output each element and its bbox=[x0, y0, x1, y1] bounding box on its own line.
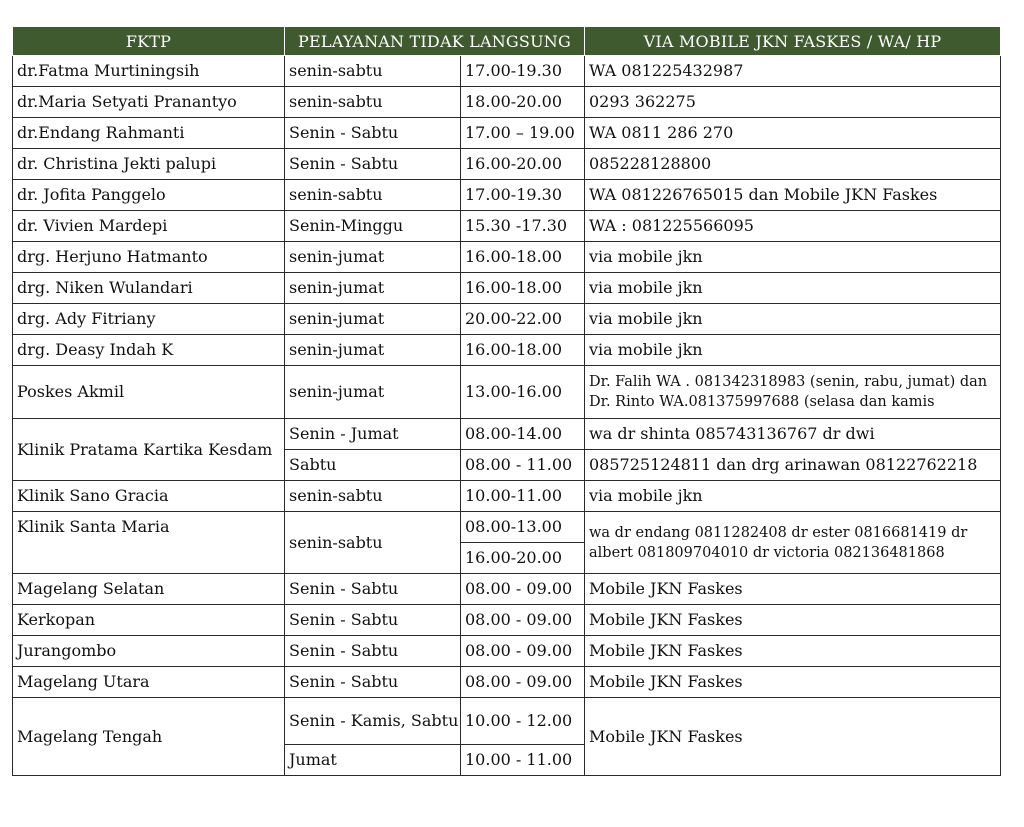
fktp-cell: dr. Jofita Panggelo bbox=[13, 180, 285, 211]
day-cell: Senin - Sabtu bbox=[285, 118, 461, 149]
table-row-santa-1 bbox=[13, 512, 1001, 543]
table-row bbox=[13, 605, 1001, 636]
fktp-cell: Klinik Sano Gracia bbox=[13, 481, 285, 512]
table-row bbox=[13, 149, 1001, 180]
day-cell: Senin - Sabtu bbox=[285, 605, 461, 636]
day-cell: Senin - Sabtu bbox=[285, 636, 461, 667]
day-cell: senin-jumat bbox=[285, 335, 461, 366]
fktp-cell: Klinik Santa Maria bbox=[13, 512, 285, 574]
day-cell: Sabtu bbox=[285, 450, 461, 481]
fktp-cell: Jurangombo bbox=[13, 636, 285, 667]
day-cell: senin-sabtu bbox=[285, 87, 461, 118]
table-row-tengah-1 bbox=[13, 698, 1001, 745]
table-row-poskes bbox=[13, 366, 1001, 419]
table-row bbox=[13, 574, 1001, 605]
contact-cell: Mobile JKN Faskes bbox=[585, 667, 1001, 698]
time-cell: 17.00-19.30 bbox=[461, 56, 585, 87]
time-cell: 16.00-18.00 bbox=[461, 335, 585, 366]
fktp-cell: Kerkopan bbox=[13, 605, 285, 636]
day-cell: Senin - Sabtu bbox=[285, 667, 461, 698]
time-cell: 08.00-14.00 bbox=[461, 419, 585, 450]
fktp-cell: dr.Fatma Murtiningsih bbox=[13, 56, 285, 87]
table-row bbox=[13, 636, 1001, 667]
time-cell: 08.00 - 09.00 bbox=[461, 605, 585, 636]
time-cell: 16.00-18.00 bbox=[461, 273, 585, 304]
day-cell: Senin - Sabtu bbox=[285, 149, 461, 180]
time-cell: 15.30 -17.30 bbox=[461, 211, 585, 242]
fktp-cell: dr. Christina Jekti palupi bbox=[13, 149, 285, 180]
contact-cell: via mobile jkn bbox=[585, 335, 1001, 366]
header-pelayanan: PELAYANAN TIDAK LANGSUNG bbox=[285, 27, 585, 56]
day-cell: senin-jumat bbox=[285, 366, 461, 419]
time-cell: 18.00-20.00 bbox=[461, 87, 585, 118]
header-fktp: FKTP bbox=[13, 27, 285, 56]
table-row bbox=[13, 87, 1001, 118]
contact-cell: Dr. Falih WA . 081342318983 (senin, rabu, jumat) dan Dr. Rinto WA.081375997688 (selasa dan kamis bbox=[585, 366, 1001, 419]
time-cell: 17.00 – 19.00 bbox=[461, 118, 585, 149]
time-cell: 08.00 - 09.00 bbox=[461, 574, 585, 605]
contact-cell: WA 081226765015 dan Mobile JKN Faskes bbox=[585, 180, 1001, 211]
contact-cell: 0293 362275 bbox=[585, 87, 1001, 118]
day-cell: Senin-Minggu bbox=[285, 211, 461, 242]
day-cell: senin-sabtu bbox=[285, 56, 461, 87]
day-cell: senin-sabtu bbox=[285, 180, 461, 211]
fktp-cell: dr.Endang Rahmanti bbox=[13, 118, 285, 149]
day-cell: senin-jumat bbox=[285, 242, 461, 273]
contact-cell: WA 081225432987 bbox=[585, 56, 1001, 87]
contact-cell: via mobile jkn bbox=[585, 481, 1001, 512]
table-row bbox=[13, 667, 1001, 698]
fktp-cell: Magelang Utara bbox=[13, 667, 285, 698]
contact-cell: Mobile JKN Faskes bbox=[585, 698, 1001, 776]
fktp-cell: Klinik Pratama Kartika Kesdam bbox=[13, 419, 285, 481]
day-cell: Senin - Sabtu bbox=[285, 574, 461, 605]
day-cell: senin-sabtu bbox=[285, 481, 461, 512]
fktp-cell: drg. Ady Fitriany bbox=[13, 304, 285, 335]
table-row-kartika-1 bbox=[13, 419, 1001, 450]
table-row bbox=[13, 118, 1001, 149]
contact-cell: Mobile JKN Faskes bbox=[585, 574, 1001, 605]
table-row bbox=[13, 211, 1001, 242]
schedule-table bbox=[12, 26, 1001, 776]
table-row bbox=[13, 273, 1001, 304]
time-cell: 08.00 - 11.00 bbox=[461, 450, 585, 481]
table-row bbox=[13, 180, 1001, 211]
time-cell: 16.00-18.00 bbox=[461, 242, 585, 273]
time-cell: 20.00-22.00 bbox=[461, 304, 585, 335]
contact-cell: 085725124811 dan drg arinawan 08122762218 bbox=[585, 450, 1001, 481]
contact-cell: WA 0811 286 270 bbox=[585, 118, 1001, 149]
time-cell: 08.00-13.00 bbox=[461, 512, 585, 543]
day-cell: senin-sabtu bbox=[285, 512, 461, 574]
table-row bbox=[13, 242, 1001, 273]
header-row bbox=[13, 27, 1001, 56]
day-cell: senin-jumat bbox=[285, 304, 461, 335]
time-cell: 10.00-11.00 bbox=[461, 481, 585, 512]
time-cell: 17.00-19.30 bbox=[461, 180, 585, 211]
fktp-cell: dr.Maria Setyati Pranantyo bbox=[13, 87, 285, 118]
table-row bbox=[13, 335, 1001, 366]
contact-cell: Mobile JKN Faskes bbox=[585, 605, 1001, 636]
table-row bbox=[13, 304, 1001, 335]
header-contact: VIA MOBILE JKN FASKES / WA/ HP bbox=[585, 27, 1001, 56]
time-cell: 13.00-16.00 bbox=[461, 366, 585, 419]
time-cell: 08.00 - 09.00 bbox=[461, 667, 585, 698]
fktp-cell: Poskes Akmil bbox=[13, 366, 285, 419]
contact-cell: via mobile jkn bbox=[585, 304, 1001, 335]
contact-cell: Mobile JKN Faskes bbox=[585, 636, 1001, 667]
contact-cell: 085228128800 bbox=[585, 149, 1001, 180]
contact-cell: wa dr shinta 085743136767 dr dwi bbox=[585, 419, 1001, 450]
day-cell: Senin - Kamis, Sabtu bbox=[285, 698, 461, 745]
day-cell: senin-jumat bbox=[285, 273, 461, 304]
fktp-cell: Magelang Tengah bbox=[13, 698, 285, 776]
day-cell: Jumat bbox=[285, 745, 461, 776]
time-cell: 16.00-20.00 bbox=[461, 149, 585, 180]
table-row bbox=[13, 481, 1001, 512]
time-cell: 10.00 - 12.00 bbox=[461, 698, 585, 745]
time-cell: 08.00 - 09.00 bbox=[461, 636, 585, 667]
contact-cell: via mobile jkn bbox=[585, 273, 1001, 304]
time-cell: 16.00-20.00 bbox=[461, 543, 585, 574]
contact-cell: via mobile jkn bbox=[585, 242, 1001, 273]
fktp-cell: Magelang Selatan bbox=[13, 574, 285, 605]
fktp-cell: drg. Deasy Indah K bbox=[13, 335, 285, 366]
time-cell: 10.00 - 11.00 bbox=[461, 745, 585, 776]
day-cell: Senin - Jumat bbox=[285, 419, 461, 450]
fktp-cell: drg. Herjuno Hatmanto bbox=[13, 242, 285, 273]
contact-cell: wa dr endang 0811282408 dr ester 0816681419 dr albert 081809704010 dr victoria 082136481868 bbox=[585, 512, 1001, 574]
contact-cell: WA : 081225566095 bbox=[585, 211, 1001, 242]
fktp-cell: dr. Vivien Mardepi bbox=[13, 211, 285, 242]
fktp-cell: drg. Niken Wulandari bbox=[13, 273, 285, 304]
table-row bbox=[13, 56, 1001, 87]
